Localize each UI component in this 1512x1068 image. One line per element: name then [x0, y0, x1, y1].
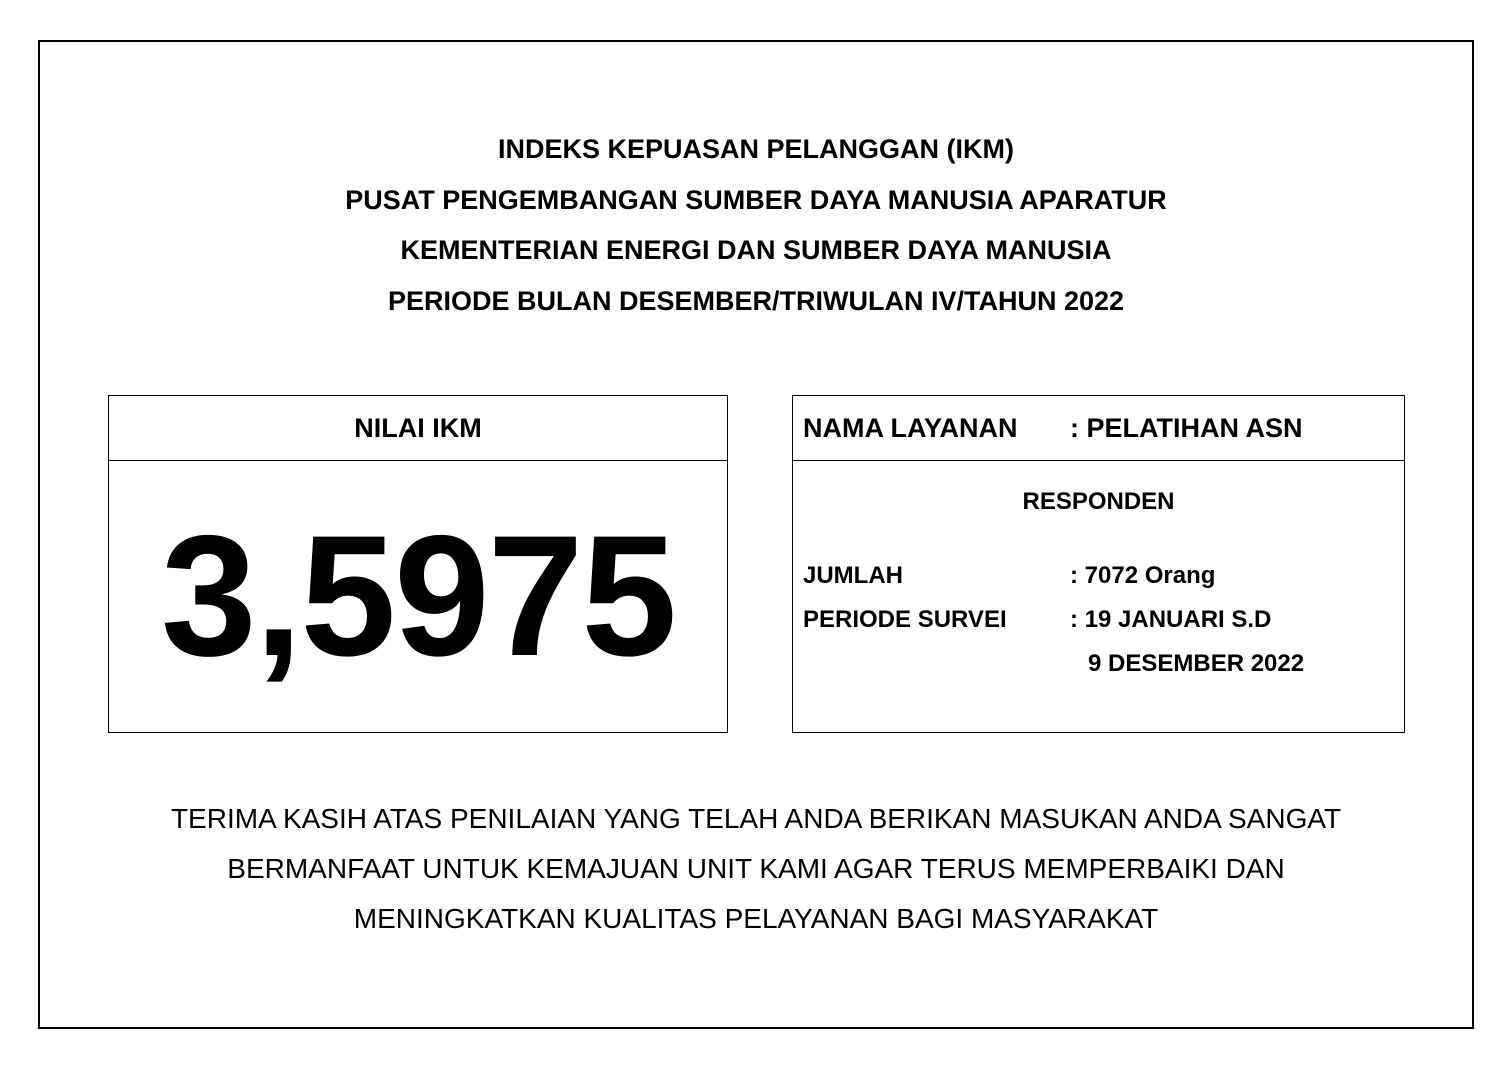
ikm-score-value: 3,5975: [160, 500, 676, 692]
header-period: PERIODE BULAN DESEMBER/TRIWULAN IV/TAHUN 2022: [387, 285, 1125, 316]
service-name-value: : PELATIHAN ASN: [1070, 413, 1303, 443]
survey-period-start: : 19 JANUARI S.D: [1070, 606, 1272, 633]
respondent-title: RESPONDEN: [1022, 488, 1175, 515]
service-info-box: [792, 395, 1405, 733]
survey-period-label: PERIODE SURVEI: [803, 606, 1007, 633]
footer-line-3: MENINGKATKAN KUALITAS PELAYANAN BAGI MASYARAKAT: [353, 903, 1159, 934]
service-header: [793, 396, 1404, 461]
ikm-score-title: NILAI IKM: [109, 396, 727, 461]
thank-you-message: [0, 794, 1512, 944]
header-title: INDEKS KEPUASAN PELANGGAN (IKM): [497, 134, 1015, 164]
respondent-count-value: : 7072 Orang: [1070, 562, 1216, 589]
survey-period-end: 9 DESEMBER 2022: [1088, 650, 1305, 677]
service-name-label: NAMA LAYANAN: [803, 413, 1018, 443]
footer-line-1: TERIMA KASIH ATAS PENILAIAN YANG TELAH ANDA BERIKAN MASUKAN ANDA SANGAT: [170, 803, 1342, 834]
respondent-count-label: JUMLAH: [803, 562, 903, 589]
document-header: [0, 124, 1512, 326]
header-institution: PUSAT PENGEMBANGAN SUMBER DAYA MANUSIA APARATUR: [345, 184, 1167, 215]
ikm-score-box: [108, 395, 728, 733]
footer-line-2: BERMANFAAT UNTUK KEMAJUAN UNIT KAMI AGAR TERUS MEMPERBAIKI DAN: [227, 853, 1285, 884]
header-ministry: KEMENTERIAN ENERGI DAN SUMBER DAYA MANUSIA: [400, 235, 1112, 265]
